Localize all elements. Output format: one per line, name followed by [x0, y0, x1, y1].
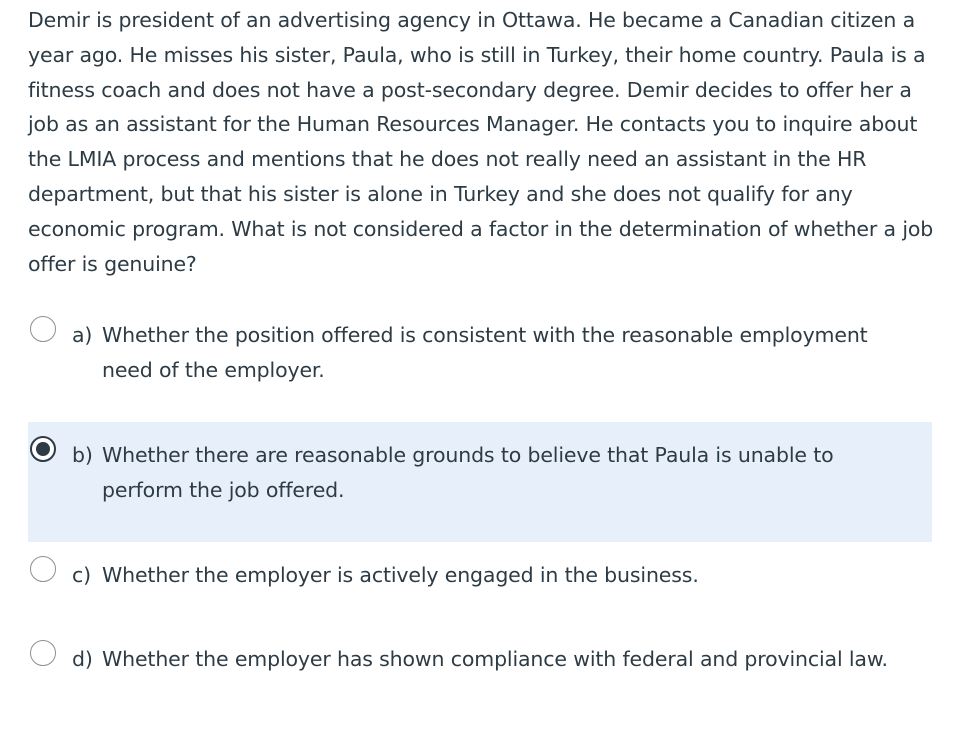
answer-options: [28, 302, 932, 726]
radio-button-d[interactable]: [30, 640, 56, 666]
answer-text-c: Whether the employer is actively engaged in the business.: [102, 563, 699, 587]
radio-button-b[interactable]: [30, 436, 56, 462]
radio-button-a[interactable]: [30, 316, 56, 342]
answer-option-a[interactable]: [28, 302, 932, 422]
answer-letter-c: c): [72, 563, 91, 587]
answer-text-d: Whether the employer has shown compliance with federal and provincial law.: [102, 647, 888, 671]
answer-text-a: Whether the position offered is consistent with the reasonable employment need of the employer.: [102, 323, 868, 382]
question-text: Demir is president of an advertising agency in Ottawa. He became a Canadian citizen a year ago. He misses his sister, Paula, who is still in Turkey, their home country. Paula is a fitness coach and does not have a post-secondary degree. Demir decides to offer her a job as an assistant for the Human Resources Manager. He contacts you to inquire about the LMIA process and mentions that he does not really need an assistant in the HR department, but that his sister is alone in Turkey and she does not qualify for any economic program. What is not considered a factor in the determination of whether a job offer is genuine?: [28, 8, 934, 276]
answer-option-b[interactable]: [28, 422, 932, 542]
answer-letter-b: b): [72, 443, 93, 467]
answer-letter-a: a): [72, 323, 93, 347]
answer-option-c[interactable]: [28, 542, 932, 626]
answer-text-b: Whether there are reasonable grounds to believe that Paula is unable to perform the job offered.: [102, 443, 834, 502]
radio-button-c[interactable]: [30, 556, 56, 582]
answer-letter-d: d): [72, 647, 93, 671]
answer-option-d[interactable]: [28, 626, 932, 726]
